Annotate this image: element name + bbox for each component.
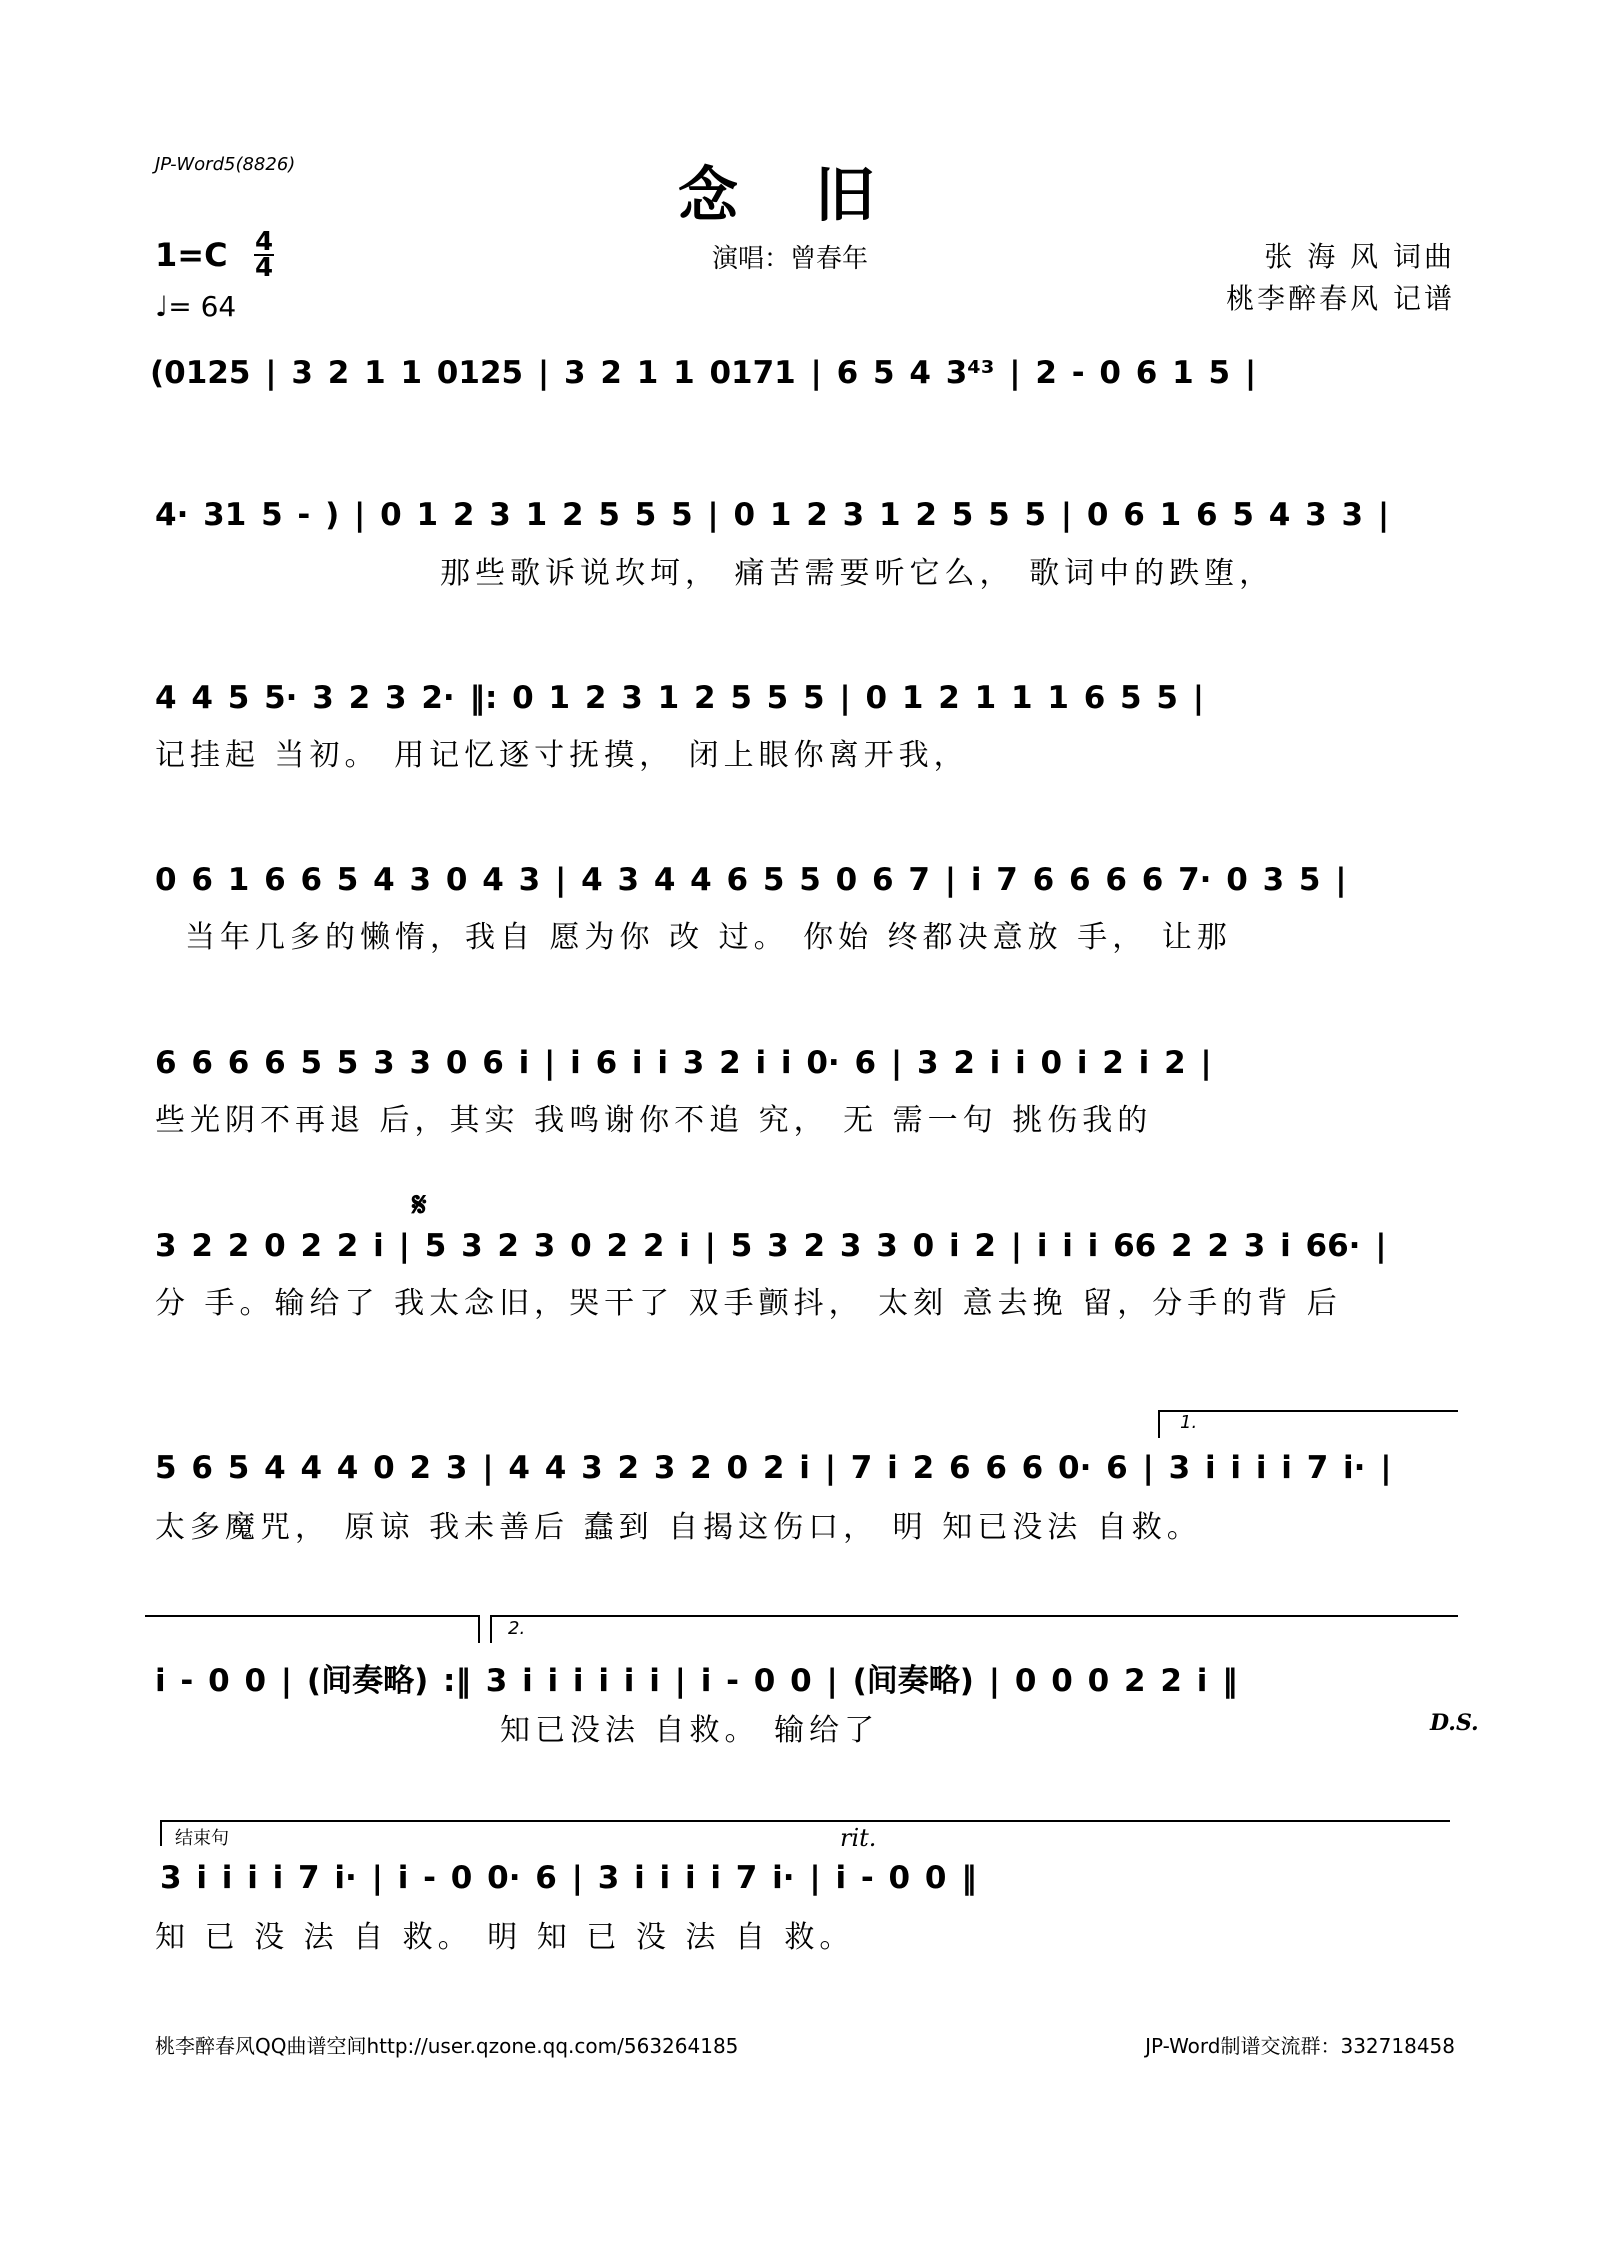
time-sig-top: 4: [254, 227, 274, 257]
lyrics-line-5: 些光阴不再退 后，其实 我鸣谢你不追 究， 无 需一句 挑伤我的: [155, 1103, 1153, 1138]
notation-line-8: i - 0 0 | (间奏略) :‖ 3 i i i i i i | i - 0 0 | (间奏略) | 0 0 0 2 2 i ‖: [155, 1663, 1238, 1699]
page-title: 念 旧: [678, 161, 903, 231]
composer-credit: 张 海 风 词曲: [1264, 240, 1455, 273]
footer-right: JP-Word制谱交流群：332718458: [1145, 2034, 1455, 2058]
lyrics-line-2: 那些歌诉说坎坷， 痛苦需要听它么， 歌词中的跌堕，: [440, 556, 1275, 591]
lyrics-line-7: 太多魔咒， 原谅 我未善后 蠢到 自揭这伤口， 明 知已没法 自救。: [155, 1510, 1202, 1545]
notation-line-2: 4· 31 5 - ) | 0 1 2 3 1 2 5 5 5 | 0 1 2 3 1 2 5 5 5 | 0 6 1 6 5 4 3 3 |: [155, 497, 1390, 533]
volta-2-bracket-left: [490, 1615, 492, 1643]
time-signature: [254, 227, 274, 283]
notation-line-7: 5 6 5 4 4 4 0 2 3 | 4 4 3 2 3 2 0 2 i | 7 i 2 6 6 6 0· 6 | 3 i i i i 7 i· |: [155, 1450, 1392, 1486]
key-signature: 1=C: [155, 236, 228, 274]
segno-mark: 𝄋: [412, 1185, 427, 1225]
ds-mark: D.S.: [1430, 1710, 1479, 1736]
singer-credit: 演唱：曾春年: [712, 244, 869, 274]
rit-mark: rit.: [840, 1824, 877, 1852]
tempo-mark: ♩= 64: [155, 290, 237, 323]
lyrics-line-6: 分 手。输给了 我太念旧，哭干了 双手颤抖， 太刻 意去挽 留，分手的背 后: [155, 1286, 1342, 1321]
volta-2-bracket-top: [490, 1615, 1458, 1617]
ending-label: 结束句: [175, 1828, 229, 1849]
notation-line-9: 3 i i i i 7 i· | i - 0 0· 6 | 3 i i i i 7 i· | i - 0 0 ‖: [160, 1860, 977, 1896]
volta-1-continuation: [145, 1615, 480, 1617]
notation-line-1: (0125 | 3 2 1 1 0125 | 3 2 1 1 0171 | 6 5 4 3⁴³ | 2 - 0 6 1 5 |: [150, 355, 1257, 391]
software-id: JP-Word5(8826): [155, 154, 296, 175]
ending-bracket-left: [160, 1820, 162, 1846]
lyrics-line-3: 记挂起 当初。 用记忆逐寸抚摸， 闭上眼你离开我，: [155, 738, 969, 773]
notation-line-6: 3 2 2 0 2 2 i | 5 3 2 3 0 2 2 i | 5 3 2 3 3 0 i 2 | i i i 66 2 2 3 i 66· |: [155, 1228, 1387, 1264]
volta-1-end: [478, 1615, 480, 1643]
volta-1-label: 1.: [1180, 1412, 1198, 1433]
lyrics-line-4: 当年几多的懒惰，我自 愿为你 改 过。 你始 终都决意放 手， 让那: [185, 920, 1232, 955]
notation-credit: 桃李醉春风 记谱: [1226, 282, 1455, 315]
volta-1-bracket-top: [1158, 1410, 1458, 1412]
lyrics-line-8: 知已没法 自救。 输给了: [500, 1713, 880, 1748]
time-sig-bottom: 4: [254, 253, 274, 283]
ending-bracket-top: [160, 1820, 1450, 1822]
credits: [1226, 236, 1455, 320]
notation-line-4: 0 6 1 6 6 5 4 3 0 4 3 | 4 3 4 4 6 5 5 0 6 7 | i 7 6 6 6 6 7· 0 3 5 |: [155, 862, 1347, 898]
footer-left: 桃李醉春风QQ曲谱空间http://user.qzone.qq.com/563264185: [155, 2034, 739, 2058]
lyrics-line-9: 知 已 没 法 自 救。 明 知 已 没 法 自 救。: [155, 1920, 855, 1955]
notation-line-3: 4 4 5 5· 3 2 3 2· ‖: 0 1 2 3 1 2 5 5 5 | 0 1 2 1 1 1 6 5 5 |: [155, 680, 1205, 716]
volta-1-bracket-left: [1158, 1410, 1160, 1438]
volta-2-label: 2.: [508, 1618, 526, 1639]
notation-line-5: 6 6 6 6 5 5 3 3 0 6 i | i 6 i i 3 2 i i 0· 6 | 3 2 i i 0 i 2 i 2 |: [155, 1045, 1212, 1081]
